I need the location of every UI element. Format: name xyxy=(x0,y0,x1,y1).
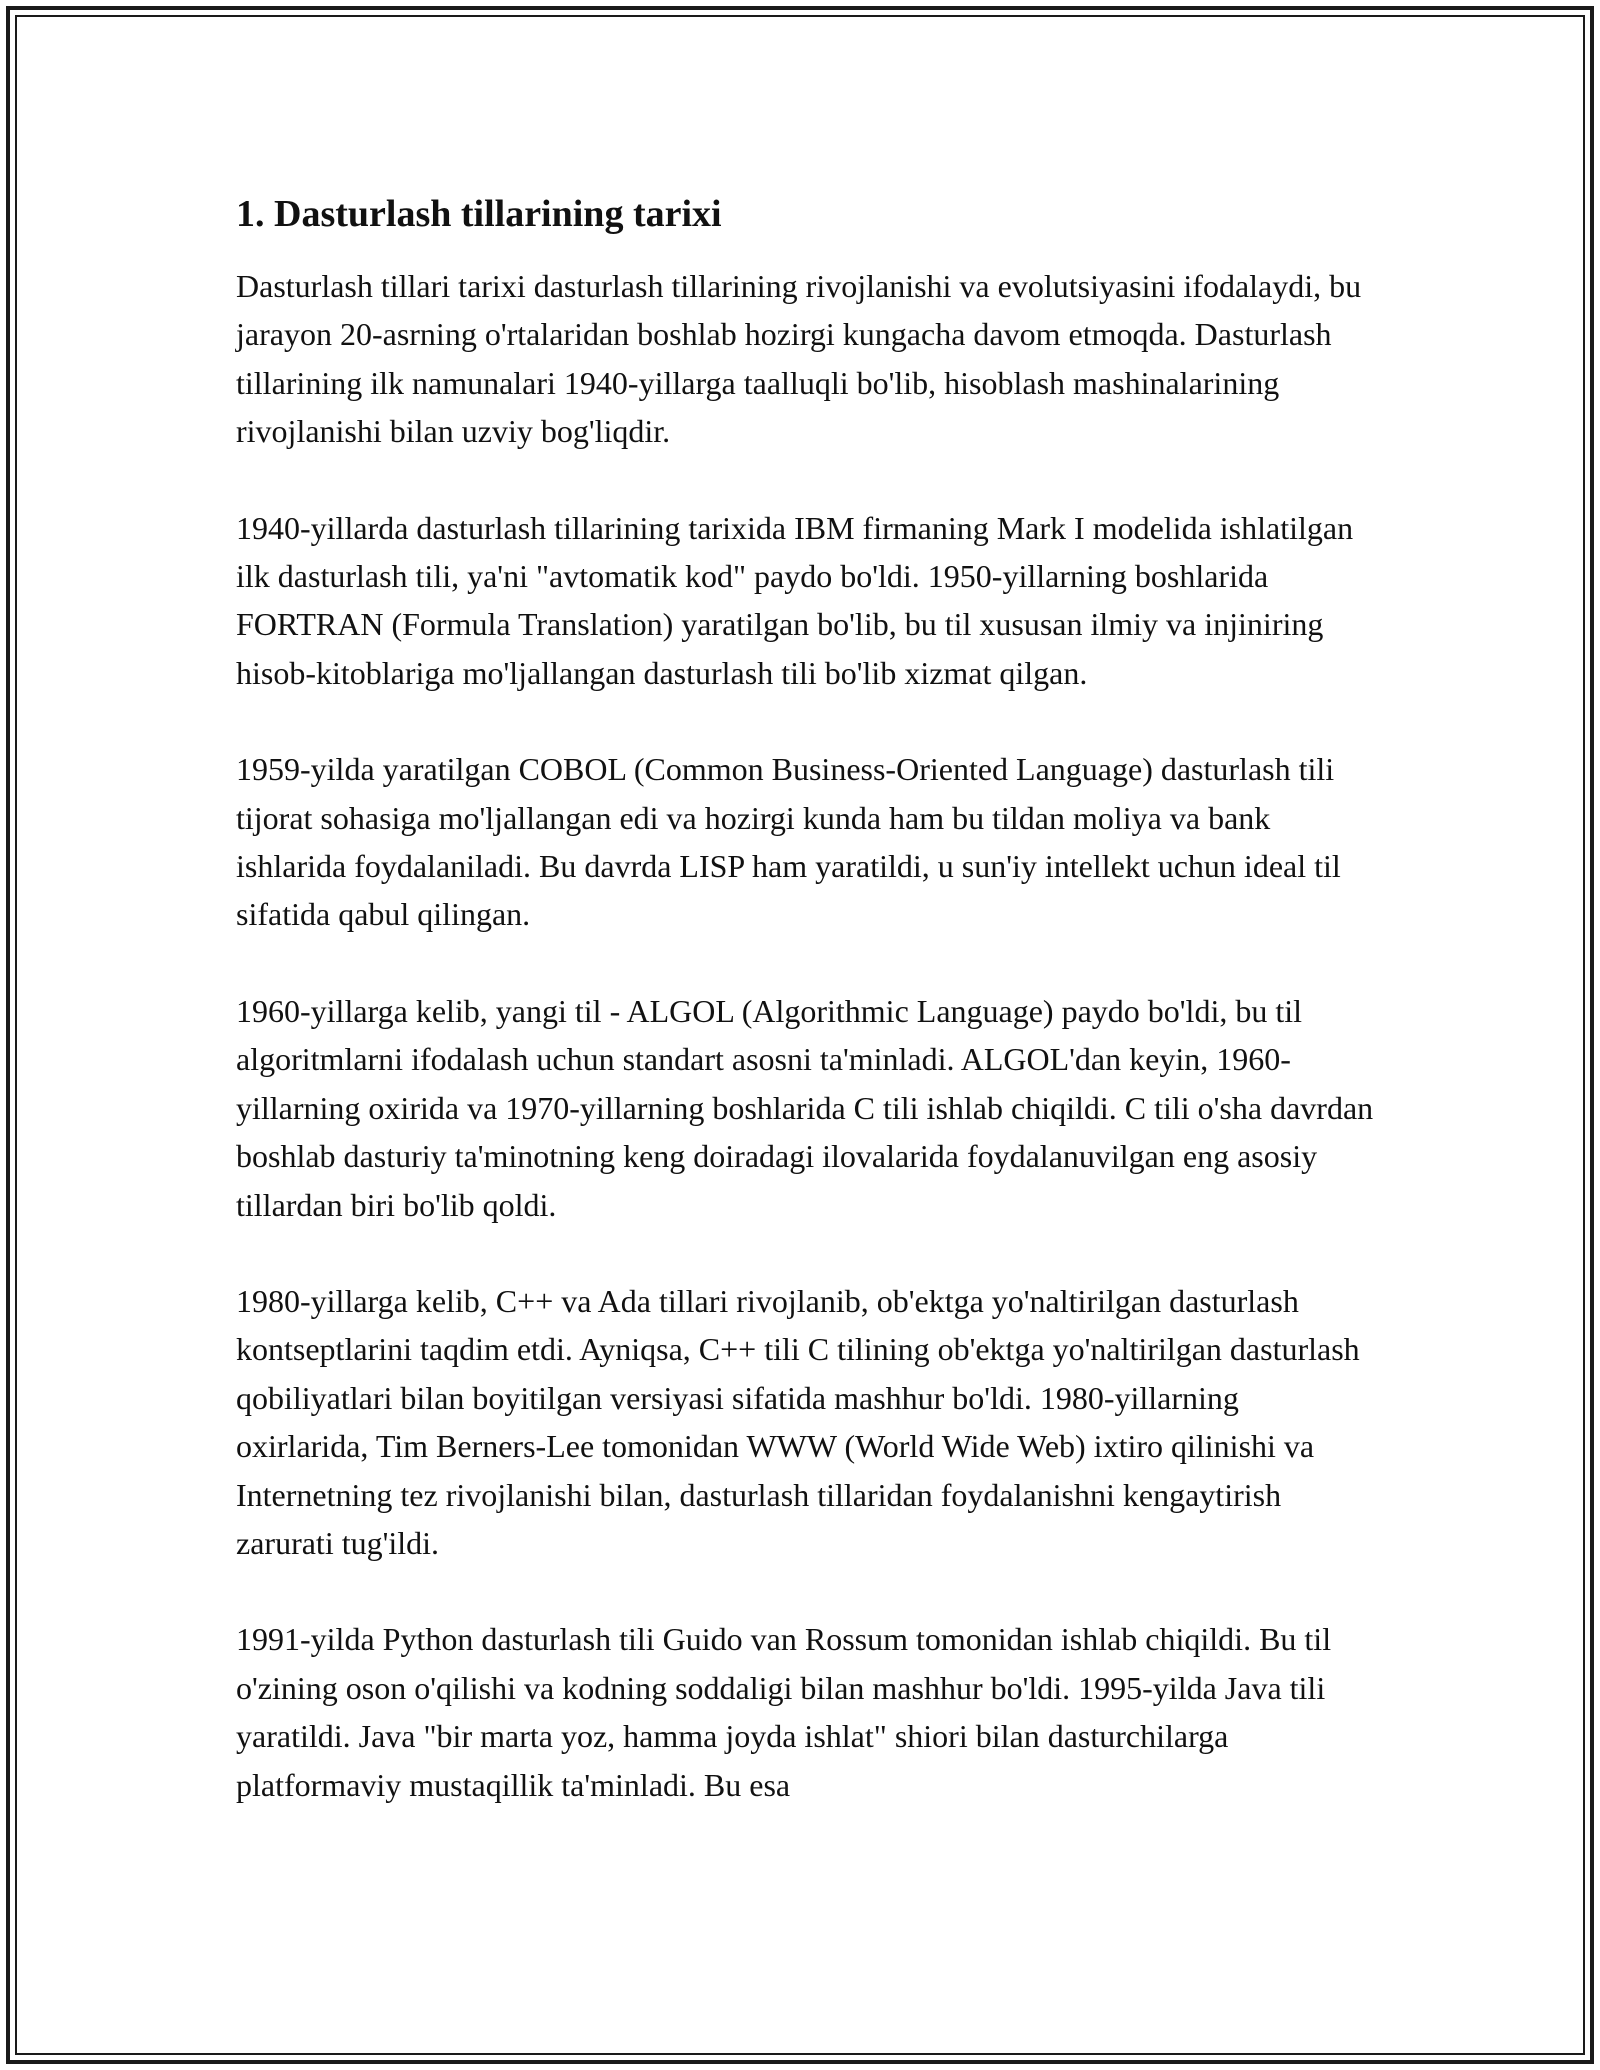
paragraph-intro: Dasturlash tillari tarixi dasturlash tillarining rivojlanishi va evolutsiyasini ifodalaydi, bu jarayon 20-asrning o'rtalaridan boshlab hozirgi kungacha davom etmoqda. Dasturlash tillarining ilk namunalari 1940-yillarga taalluqli bo'lib, hisoblash mashinalarining rivojlanishi bilan uzviy bog'liqdir. xyxy=(236,268,1362,450)
paragraph-algol: 1960-yillarga kelib, yangi til - ALGOL (Algorithmic Language) paydo bo'ldi, bu til algoritmlarni ifodalash uchun standart asosni ta'minladi. ALGOL'dan keyin, 1960-yillarning oxirida va 1970-yillarning boshlarida C tili ishlab chiqildi. C tili o'sha davrdan boshlab dasturiy ta'minotning keng doiradagi ilovalarida foydalanuvilgan eng asosiy tillardan biri bo'lib qoldi. xyxy=(236,992,1374,1223)
paragraph-python-java: 1991-yilda Python dasturlash tili Guido van Rossum tomonidan ishlab chiqildi. Bu til o'zining oson o'qilishi va kodning soddaligi bilan mashhur bo'ldi. 1995-yilda Java tili yaratildi. Java "bir marta yoz, hamma joyda ishlat" shiori bilan dasturchilarga platformaviy mustaqillik ta'minladi. Bu esa xyxy=(236,1621,1332,1803)
document-body xyxy=(236,186,1376,1857)
paragraph-1980s: 1980-yillarga kelib, C++ va Ada tillari rivojlanib, ob'ektga yo'naltirilgan dasturlash kontseptlarini taqdim etdi. Ayniqsa, C++ tili C tilining ob'ektga yo'naltirilgan dasturlash qobiliyatlari bilan boyitilgan versiyasi sifatida mashhur bo'ldi. 1980-yillarning oxirlarida, Tim Berners-Lee tomonidan WWW (World Wide Web) ixtiro qilinishi va Internetning tez rivojlanishi bilan, dasturlash tillaridan foydalanishni kengaytirish zarurati tug'ildi. xyxy=(236,1282,1360,1561)
paragraph-cobol: 1959-yilda yaratilgan COBOL (Common Business-Oriented Language) dasturlash tili tijorat sohasiga mo'ljallangan edi va hozirgi kunda ham bu tildan moliya va bank ishlarida foydalaniladi. Bu davrda LISP ham yaratildi, u sun'iy intellekt uchun ideal til sifatida qabul qilingan. xyxy=(236,751,1341,933)
section-heading: 1. Dasturlash tillarining tarixi xyxy=(236,193,722,235)
paragraph-1940s: 1940-yillarda dasturlash tillarining tarixida IBM firmaning Mark I modelida ishlatilgan ilk dasturlash tili, ya'ni "avtomatik kod" paydo bo'ldi. 1950-yillarning boshlarida FORTRAN (Formula Translation) yaratilgan bo'lib, bu til xususan ilmiy va injiniring hisob-kitoblariga mo'ljallangan dasturlash tili bo'lib xizmat qilgan. xyxy=(236,509,1354,691)
